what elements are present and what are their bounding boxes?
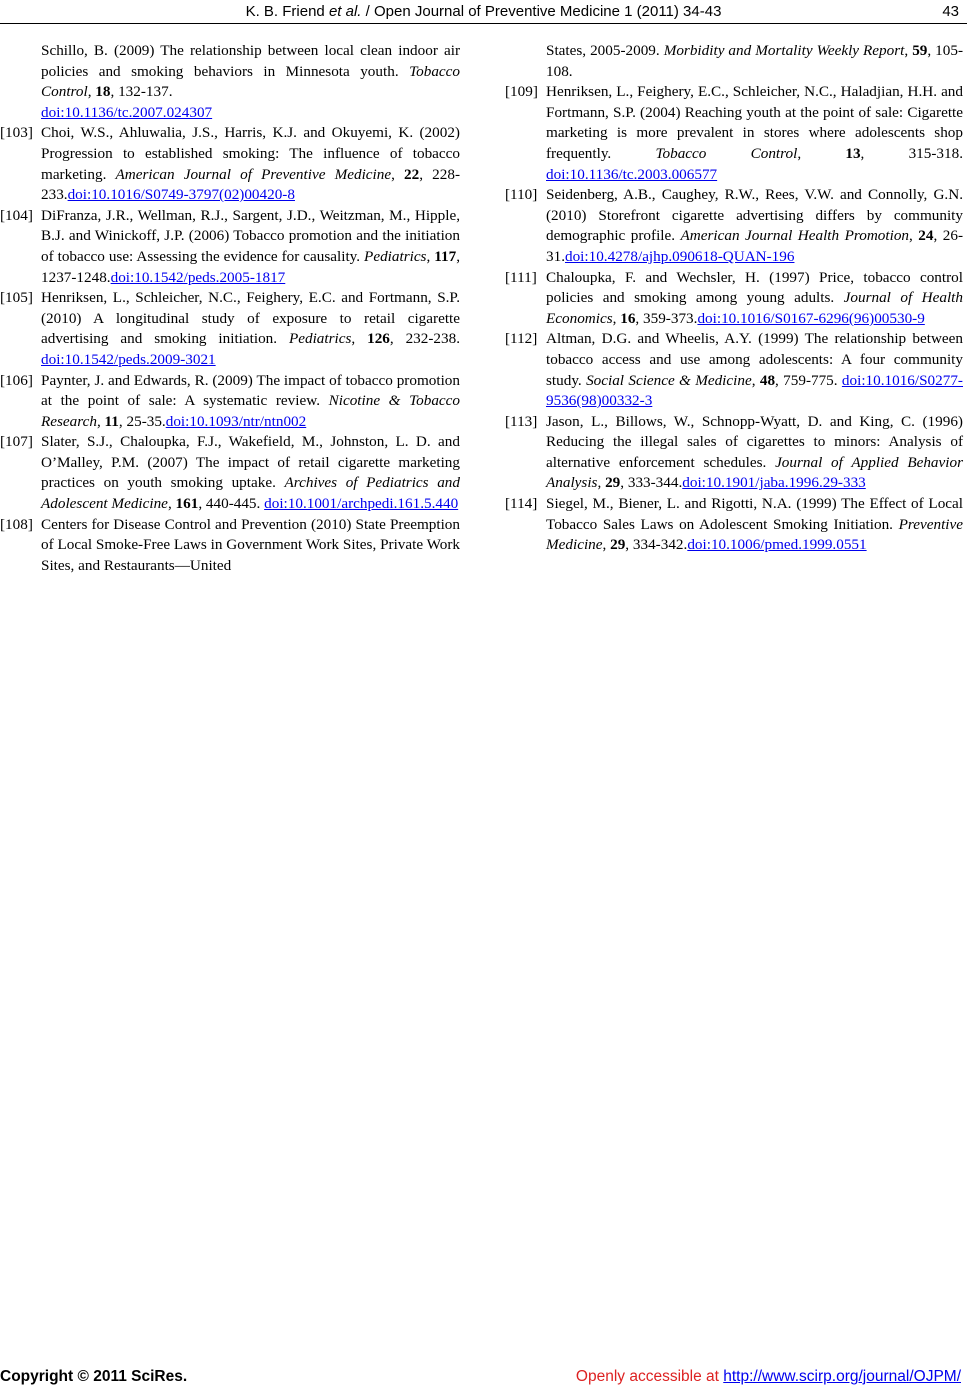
reference-number: [112] [505, 330, 538, 348]
running-title: K. B. Friend et al. / Open Journal of Preventive Medicine 1 (2011) 34-43 [245, 3, 722, 20]
reference-number: [104] [0, 206, 33, 224]
reference-text: Choi, W.S., Ahluwalia, J.S., Harris, K.J. and Okuyemi, K. (2002) Progression to established smoking: The influence of tobacco marketing. American Journal of Preventive Medicine, 22, 228-233.doi:10.1016/S0749-3797(02)00420-8 [41, 124, 461, 204]
journal-name: Journal of Health Economics [546, 289, 963, 327]
volume-number: 22 [404, 165, 420, 183]
doi-link[interactable]: doi:10.4278/ajhp.090618-QUAN-196 [564, 247, 795, 265]
reference-number: [114] [505, 495, 538, 513]
reference-item [0, 288, 460, 370]
doi-link[interactable]: doi:10.1006/pmed.1999.0551 [687, 536, 867, 554]
doi-link[interactable]: doi:10.1001/archpedi.161.5.440 [264, 495, 459, 513]
reference-item [505, 329, 963, 411]
doi-link[interactable]: doi:10.1542/peds.2005-1817 [110, 268, 286, 286]
reference-number: [110] [505, 186, 538, 204]
reference-item [505, 412, 963, 494]
right-column [505, 41, 963, 556]
reference-item [505, 268, 963, 330]
reference-text: Centers for Disease Control and Prevention (2010) State Preemption of Local Smoke-Free Laws in Government Work Sites, Private Work Sites, and Restaurants—United [41, 515, 460, 574]
header-divider [0, 23, 967, 24]
journal-name: Archives of Pediatrics and Adolescent Medicine [41, 474, 460, 513]
reference-item [0, 123, 460, 205]
reference-number: [108] [0, 515, 33, 533]
reference-continuation: Schillo, B. (2009) The relationship between local clean indoor air policies and smoking behaviors in Minnesota youth. Tobacco Control, 18, 132-137. doi:10.1136/tc.2007.024307 [41, 42, 460, 121]
doi-link[interactable]: doi:10.1016/S0749-3797(02)00420-8 [67, 186, 295, 204]
doi-link[interactable]: doi:10.1901/jaba.1996.29-333 [682, 474, 866, 492]
journal-name: Preventive Medicine [546, 515, 963, 554]
doi-link[interactable]: doi:10.1016/S0277-9536(98)00332-3 [546, 371, 963, 410]
reference-list [0, 123, 460, 576]
reference-item [505, 82, 963, 185]
journal-name: American Journal Health Promotion [680, 227, 910, 245]
volume-number: 117 [434, 247, 457, 265]
reference-text: Chaloupka, F. and Wechsler, H. (1997) Price, tobacco control policies and smoking among young adults. Journal of Health Economics, 16, 359-373.doi:10.1016/S0167-6296(96)00530-9 [546, 268, 963, 327]
volume-number: 48 [759, 371, 776, 389]
volume-number: 16 [620, 309, 636, 327]
reference-number: [103] [0, 124, 33, 142]
doi-link[interactable]: doi:10.1016/S0167-6296(96)00530-9 [697, 309, 925, 327]
volume-number: 11 [104, 412, 119, 430]
journal-name: Nicotine & Tobacco Research [41, 392, 461, 430]
reference-continuation: States, 2005-2009. Morbidity and Mortality Weekly Report, 59, 105-108. [546, 42, 964, 80]
reference-text: Slater, S.J., Chaloupka, F.J., Wakefield, M., Johnston, L. D. and O’Malley, P.M. (2007) The impact of retail cigarette marketing practices on youth smoking uptake. Archives of Pediatrics and Adolescent Medicine, 161, 440-445. doi:10.1001/archpedi.161.5.440 [41, 433, 460, 513]
journal-name: Tobacco Control [655, 144, 798, 162]
journal-url-link[interactable]: http://www.scirp.org/journal/OJPM/ [723, 1368, 961, 1385]
reference-number: [107] [0, 433, 33, 451]
reference-item [505, 185, 963, 267]
reference-text: DiFranza, J.R., Wellman, R.J., Sargent, J.D., Weitzman, M., Hipple, B.J. and Winickoff, J.P. (2006) Tobacco promotion and the initiation of tobacco use: Assessing the evidence for causality. Pediatrics, 117, 1237-1248.doi:10.1542/peds.2005-1817 [41, 206, 461, 286]
reference-text: Altman, D.G. and Wheelis, A.Y. (1999) The relationship between tobacco access and use among adolescents: A four community study. Social Science & Medicine, 48, 759-775. doi:10.1016/S0277-9536(98)00332-3 [546, 330, 963, 410]
reference-text: Henriksen, L., Schleicher, N.C., Feighery, E.C. and Fortmann, S.P. (2010) A longitudinal study of exposure to retail cigarette advertising and smoking initiation. Pediatrics, 126, 232-238. doi:10.1542/peds.2009-3021 [41, 289, 461, 368]
volume-number: 126 [367, 330, 390, 348]
doi-link[interactable]: doi:10.1136/tc.2003.006577 [546, 165, 718, 183]
journal-name: American Journal of Preventive Medicine [115, 165, 392, 183]
doi-link[interactable]: doi:10.1093/ntr/ntn002 [165, 412, 307, 430]
access-notice: Openly accessible at http://www.scirp.org/journal/OJPM/ [575, 1368, 961, 1385]
doi-link[interactable]: doi:10.1542/peds.2009-3021 [41, 350, 216, 368]
reference-text: Seidenberg, A.B., Caughey, R.W., Rees, V.W. and Connolly, G.N. (2010) Storefront cigarette advertising differs by community demographic profile. American Journal Health Promotion, 24, 26-31.doi:10.4278/ajhp.090618-QUAN-196 [546, 186, 964, 265]
doi-link[interactable]: doi:10.1136/tc.2007.024307 [41, 103, 213, 121]
reference-item [505, 494, 963, 556]
reference-item [0, 515, 460, 577]
reference-number: [109] [505, 83, 538, 101]
reference-item [0, 206, 460, 288]
left-column [0, 41, 460, 576]
volume-number: 29 [605, 474, 621, 492]
reference-number: [106] [0, 371, 33, 389]
volume-number: 29 [610, 536, 626, 554]
reference-text: Paynter, J. and Edwards, R. (2009) The impact of tobacco promotion at the point of sale: A systematic review. Nicotine & Tobacco Research, 11, 25-35.doi:10.1093/ntr/ntn002 [41, 371, 461, 430]
reference-number: [113] [505, 412, 538, 430]
page-footer [0, 1364, 967, 1388]
page-header [0, 0, 967, 26]
reference-list [505, 82, 963, 556]
reference-number: [111] [505, 268, 537, 286]
reference-item [0, 432, 460, 514]
reference-text: Jason, L., Billows, W., Schnopp-Wyatt, D. and King, C. (1996) Reducing the illegal sales of cigarettes to minors: Analysis of alternative enforcement schedules. Journal of Applied Behavior Analysis, 29, 333-344.doi:10.1901/jaba.1996.29-333 [546, 412, 963, 492]
volume-number: 161 [175, 495, 199, 513]
reference-text: Siegel, M., Biener, L. and Rigotti, N.A. (1999) The Effect of Local Tobacco Sales Laws on Adolescent Smoking Initiation. Preventive Medicine, 29, 334-342.doi:10.1006/pmed.1999.0551 [546, 495, 963, 554]
reference-item [0, 371, 460, 433]
journal-name: Pediatrics [364, 247, 427, 265]
copyright-notice: Copyright © 2011 SciRes. [0, 1368, 188, 1385]
journal-name: Social Science & Medicine [586, 371, 752, 389]
page-number: 43 [942, 3, 959, 20]
reference-number: [105] [0, 289, 33, 307]
volume-number: 13 [845, 144, 861, 162]
journal-name: Pediatrics [288, 330, 352, 348]
journal-name: Journal of Applied Behavior Analysis [546, 453, 963, 492]
reference-text: Henriksen, L., Feighery, E.C., Schleicher, N.C., Haladjian, H.H. and Fortmann, S.P. (2004) Reaching youth at the point of sale: Cigarette marketing is more prevalent in stores where adolescents shop frequently. Tobacco Control, 13, 315-318. doi:10.1136/tc.2003.006577 [546, 83, 963, 183]
volume-number: 24 [918, 227, 934, 245]
